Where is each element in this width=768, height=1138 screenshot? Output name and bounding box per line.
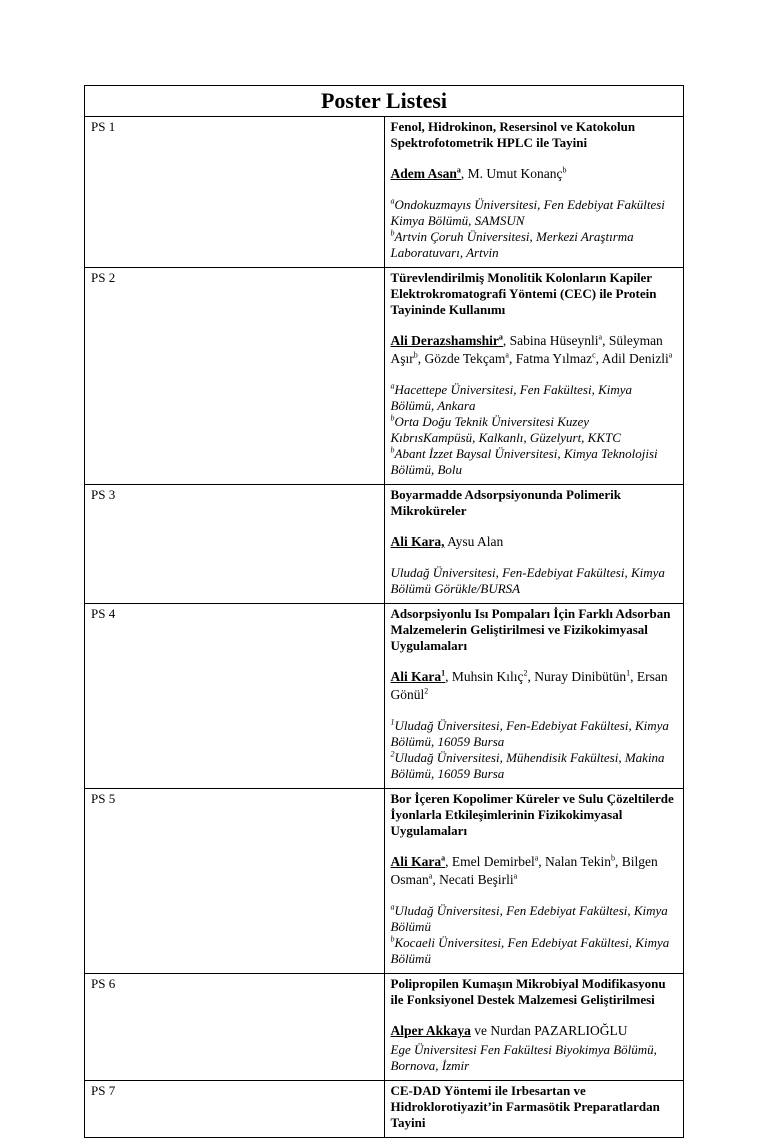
lead-author: [391, 854, 446, 869]
author-name: ve Nurdan PAZARLIOĞLU: [474, 1023, 628, 1038]
author-name: Bilgen Osman: [390, 854, 658, 887]
author-name: Ali Kara,: [390, 534, 445, 549]
author-name: Sabina Hüseynli: [509, 333, 599, 348]
author-name: Aysu Alan: [447, 534, 504, 549]
affiliation-text: Uludağ Üniversitesi, Fen Edebiyat Fakültesi, Kimya Bölümü: [390, 903, 668, 934]
affiliation-superscript: a: [390, 902, 395, 912]
affiliation-text: Uludağ Üniversitesi, Fen-Edebiyat Fakültesi, Kimya Bölümü, 16059 Bursa: [390, 718, 669, 749]
poster-content: [384, 974, 684, 1081]
poster-table: [84, 85, 684, 1138]
poster-title: Adsorpsiyonlu Isı Pompaları İçin Farklı Adsorban Malzemelerin Geliştirilmesi ve Fizikokimyasal Uygulamaları: [390, 606, 671, 653]
affiliation-line: [391, 414, 678, 446]
author: [516, 351, 596, 366]
affiliation-superscript: 1: [390, 717, 395, 727]
author-superscript: 1: [626, 668, 631, 678]
author-name: Fatma Yılmaz: [515, 351, 593, 366]
poster-content: [384, 604, 684, 789]
author: [439, 872, 517, 887]
affiliation-line: [391, 935, 678, 967]
affiliation-line: [391, 565, 678, 597]
affiliation-superscript: 2: [390, 749, 395, 759]
author-superscript: a: [441, 853, 446, 863]
author: [468, 166, 567, 181]
author-name: Adil Denizli: [601, 351, 669, 366]
author-superscript: a: [498, 332, 503, 342]
author-name: Süleyman Aşır: [390, 333, 663, 366]
author-name: Muhsin Kılıç: [451, 669, 524, 684]
affiliation-text: Uludağ Üniversitesi, Fen-Edebiyat Fakültesi, Kimya Bölümü Görükle/BURSA: [390, 565, 665, 596]
author-superscript: a: [668, 350, 673, 360]
poster-row: [85, 789, 684, 974]
author-superscript: 2: [523, 668, 528, 678]
author-name: Ersan Gönül: [390, 669, 668, 702]
poster-code: PS 7: [85, 1081, 385, 1138]
author-superscript: a: [505, 350, 509, 360]
author: [545, 854, 615, 869]
author: [510, 333, 602, 348]
poster-content: [384, 789, 684, 974]
poster-code: PS 2: [85, 268, 385, 485]
affiliation-superscript: b: [390, 228, 395, 238]
author-name: Adem Asan: [390, 166, 457, 181]
affiliation-line: [391, 1042, 678, 1074]
author-name: Nuray Dinibütün: [534, 669, 627, 684]
poster-content: [384, 268, 684, 485]
author-superscript: 1: [441, 668, 446, 678]
affiliation-text: Kocaeli Üniversitesi, Fen Edebiyat Fakültesi, Kimya Bölümü: [390, 935, 670, 966]
poster-authors: [391, 533, 678, 551]
poster-code: PS 3: [85, 485, 385, 604]
poster-title: Boyarmadde Adsorpsiyonunda Polimerik Mikroküreler: [390, 487, 621, 518]
poster-title: Bor İçeren Kopolimer Küreler ve Sulu Çözeltilerde İyonlarla Etkileşimlerinin Fizikokimyasal Uygulamaları: [390, 791, 674, 838]
lead-author: [391, 333, 503, 348]
poster-rows: [85, 117, 684, 1138]
affiliation-text: Orta Doğu Teknik Üniversitesi Kuzey KıbrısKampüsü, Kalkanlı, Güzelyurt, KKTC: [390, 414, 621, 445]
author-name: Gözde Tekçam: [424, 351, 506, 366]
author-superscript: b: [562, 165, 567, 175]
poster-authors: Ali Derazshamshir$^a$, Sabina Hüseynli$^a$, Süleyman Aşır$^b$, Gözde Tekçam$^a$, Fatma Yılmaz$^c$, Adil Denizli$^a$: [390, 332, 673, 366]
affiliation-line: [391, 903, 678, 935]
poster-row: [85, 268, 684, 485]
author-name: Necati Beşirli: [439, 872, 514, 887]
lead-author: [391, 1023, 471, 1038]
affiliation-line: [391, 197, 678, 229]
author-superscript: a: [513, 871, 518, 881]
poster-authors: Adem Asan$^a$, M. Umut Konanç$^b$: [390, 165, 567, 181]
page-title: Poster Listesi: [85, 86, 684, 117]
author-name: Emel Demirbel: [451, 854, 535, 869]
author-name: Nalan Tekin: [545, 854, 611, 869]
poster-code: PS 6: [85, 974, 385, 1081]
poster-title: Türevlendirilmiş Monolitik Kolonların Kapiler Elektrokromatografi Yöntemi (CEC) ile Protein Tayininde Kullanımı: [390, 270, 657, 317]
author-name: Ali Derazshamshir: [390, 333, 499, 348]
author: [425, 351, 509, 366]
poster-code: PS 4: [85, 604, 385, 789]
author-superscript: a: [598, 332, 603, 342]
affiliation-line: [391, 382, 678, 414]
affiliation-text: Abant İzzet Baysal Üniversitesi, Kimya Teknolojisi Bölümü, Bolu: [390, 446, 658, 477]
affiliation-superscript: b: [390, 413, 395, 423]
affiliation-superscript: b: [390, 445, 395, 455]
author-name: M. Umut Konanç: [467, 166, 563, 181]
author-superscript: a: [456, 165, 461, 175]
poster-title: Polipropilen Kumaşın Mikrobiyal Modifikasyonu ile Fonksiyonel Destek Malzemesi Geliştirilmesi: [390, 976, 666, 1007]
poster-affiliations: [391, 382, 678, 478]
poster-title: Fenol, Hidrokinon, Resersinol ve Katokolun Spektrofotometrik HPLC ile Tayini: [390, 119, 636, 150]
poster-row: [85, 604, 684, 789]
poster-row: [85, 974, 684, 1081]
author-name: Ali Kara: [390, 669, 442, 684]
poster-content: [384, 117, 684, 268]
poster-row: [85, 117, 684, 268]
poster-content: [384, 1081, 684, 1138]
affiliation-text: Ondokuzmayıs Üniversitesi, Fen Edebiyat Fakültesi Kimya Bölümü, SAMSUN: [390, 197, 665, 228]
poster-authors: [391, 1022, 678, 1040]
affiliation-superscript: a: [390, 381, 395, 391]
author-superscript: 2: [424, 686, 429, 696]
author-name: Alper Akkaya: [390, 1023, 471, 1038]
poster-authors: Ali Kara$^1$, Muhsin Kılıç$^2$, Nuray Dinibütün$^1$, Ersan Gönül$^2$: [390, 668, 668, 702]
affiliation-line: [391, 446, 678, 478]
poster-affiliations: [391, 903, 678, 967]
affiliation-text: Uludağ Üniversitesi, Mühendisik Fakültesi, Makina Bölümü, 16059 Bursa: [390, 750, 665, 781]
author-superscript: b: [413, 350, 418, 360]
lead-author: [391, 166, 461, 181]
affiliation-text: Artvin Çoruh Üniversitesi, Merkezi Araştırma Laboratuvarı, Artvin: [390, 229, 634, 260]
poster-row: [85, 1081, 684, 1138]
poster-row: [85, 485, 684, 604]
author: [602, 351, 673, 366]
affiliation-line: [391, 229, 678, 261]
author: [452, 669, 528, 684]
affiliation-line: [391, 718, 678, 750]
poster-code: PS 5: [85, 789, 385, 974]
author-superscript: c: [592, 350, 596, 360]
poster-affiliations: [391, 718, 678, 782]
poster-affiliations: [391, 1042, 678, 1074]
affiliation-superscript: b: [390, 934, 395, 944]
poster-affiliations: [391, 197, 678, 261]
author: [452, 854, 538, 869]
author: [534, 669, 630, 684]
author: [474, 1023, 627, 1038]
poster-authors: Ali Kara$^a$, Emel Demirbel$^a$, Nalan Tekin$^b$, Bilgen Osman$^a$, Necati Beşirli$^a$: [390, 853, 658, 887]
affiliation-text: Hacettepe Üniversitesi, Fen Fakültesi, Kimya Bölümü, Ankara: [390, 382, 633, 413]
lead-author: [391, 534, 445, 549]
affiliation-text: Ege Üniversitesi Fen Fakültesi Biyokimya Bölümü, Bornova, İzmir: [390, 1042, 657, 1073]
affiliation-line: [391, 750, 678, 782]
poster-title: CE-DAD Yöntemi ile Irbesartan ve Hidroklorotiyazit’in Farmasötik Preparatlardan Tayini: [390, 1083, 660, 1130]
author-name: Ali Kara: [390, 854, 442, 869]
affiliation-superscript: a: [390, 196, 395, 206]
poster-content: [384, 485, 684, 604]
poster-affiliations: [391, 565, 678, 597]
author: [447, 534, 503, 549]
author-superscript: a: [534, 853, 539, 863]
lead-author: [391, 669, 446, 684]
author-superscript: a: [428, 871, 433, 881]
author-superscript: b: [610, 853, 615, 863]
table-header-row: [85, 86, 684, 117]
poster-code: PS 1: [85, 117, 385, 268]
